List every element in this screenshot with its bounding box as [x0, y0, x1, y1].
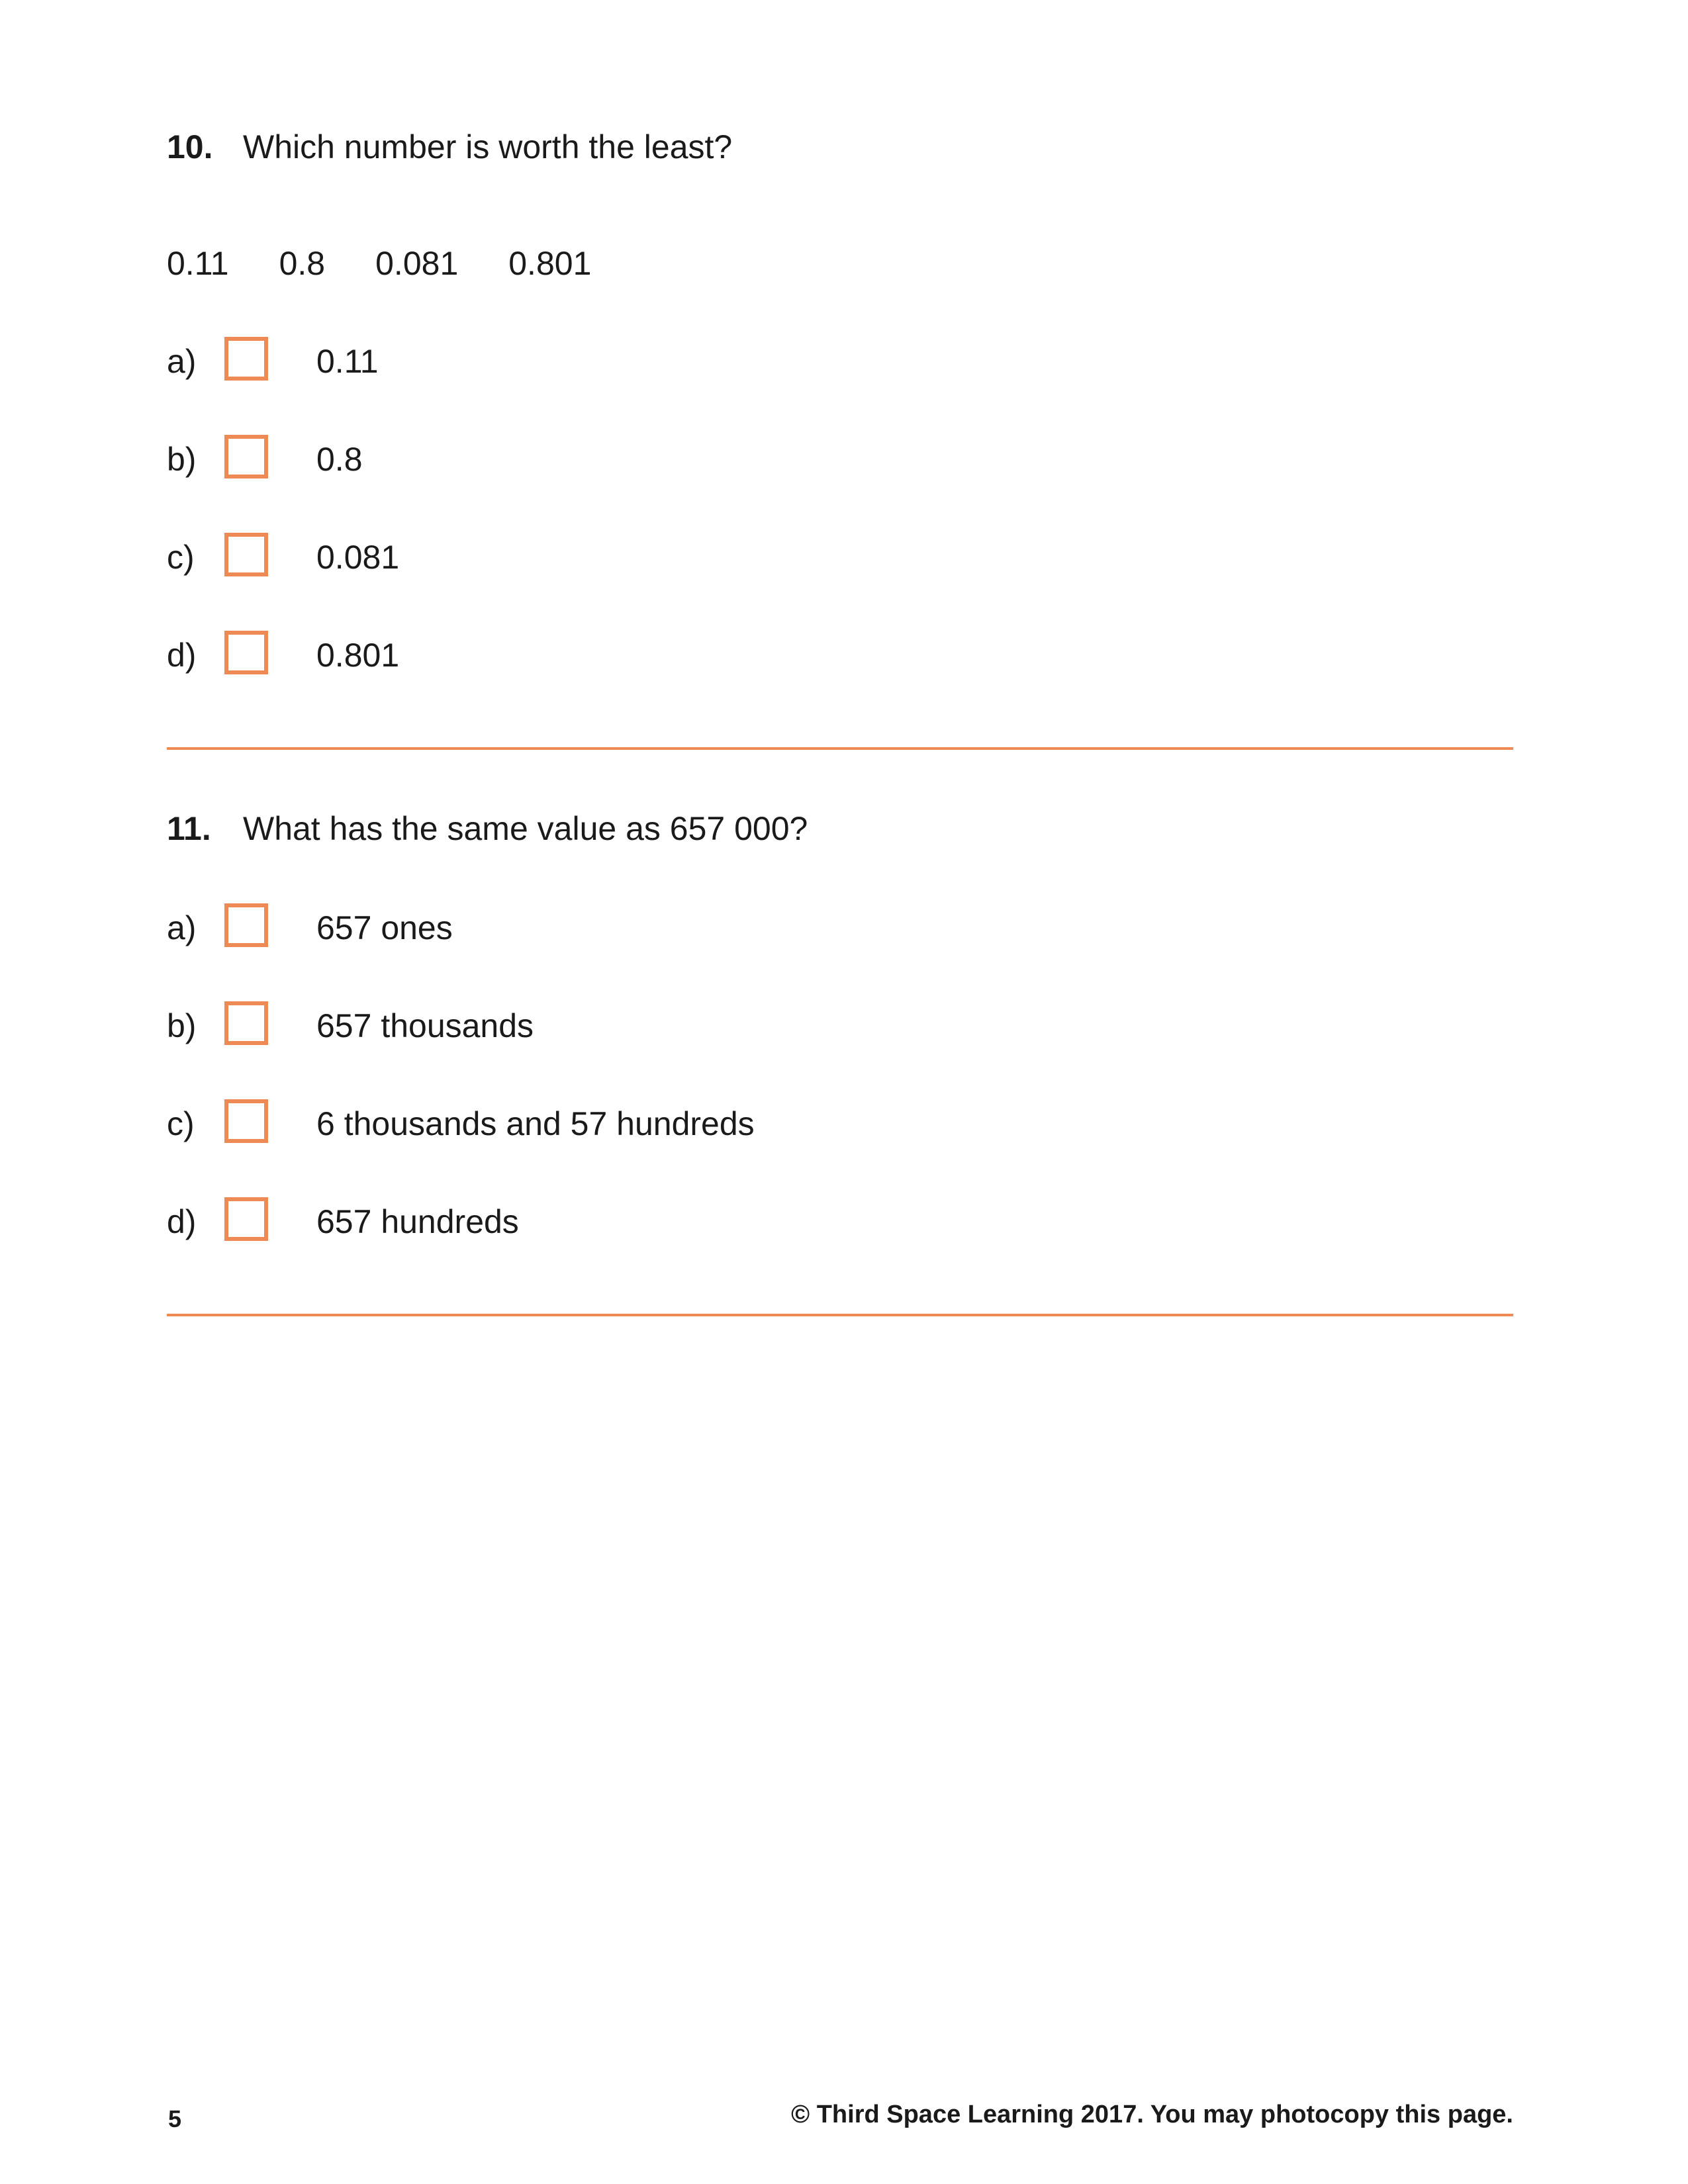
option-letter: d): [167, 1203, 197, 1240]
option-letter: a): [167, 343, 197, 380]
question-10-number: 10.: [167, 128, 213, 165]
number-item: 0.801: [508, 245, 592, 282]
q10-checkbox-c[interactable]: [224, 533, 268, 576]
number-item: 0.8: [279, 245, 326, 282]
q11-checkbox-b[interactable]: [224, 1001, 268, 1045]
option-letter: b): [167, 1007, 197, 1044]
section-divider: [167, 1314, 1513, 1316]
q10-checkbox-a[interactable]: [224, 337, 268, 381]
q10-option-d: [167, 629, 1358, 682]
copyright-notice: © Third Space Learning 2017. You may photocopy this page.: [791, 2101, 1513, 2128]
option-letter: c): [167, 1105, 195, 1142]
option-text: 657 hundreds: [316, 1203, 519, 1240]
q10-checkbox-d[interactable]: [224, 631, 268, 674]
question-11-text: What has the same value as 657 000?: [243, 810, 808, 847]
q11-checkbox-c[interactable]: [224, 1099, 268, 1143]
question-11-title: [167, 809, 808, 848]
q10-option-a: [167, 335, 1358, 388]
option-text: 657 thousands: [316, 1007, 534, 1044]
option-text: 0.801: [316, 637, 400, 674]
option-text: 0.8: [316, 441, 363, 478]
page-number: 5: [168, 2105, 182, 2132]
q10-checkbox-b[interactable]: [224, 435, 268, 478]
q11-option-d: [167, 1195, 1358, 1248]
q11-option-a: [167, 901, 1358, 954]
number-item: 0.081: [375, 245, 459, 282]
q11-option-b: [167, 999, 1358, 1052]
number-item: 0.11: [167, 245, 229, 282]
q11-checkbox-a[interactable]: [224, 903, 268, 947]
option-text: 6 thousands and 57 hundreds: [316, 1105, 755, 1142]
q10-option-c: [167, 531, 1358, 584]
question-11-number: 11.: [167, 810, 211, 847]
option-text: 657 ones: [316, 909, 453, 946]
q10-option-b: [167, 433, 1358, 486]
option-text: 0.11: [316, 343, 379, 380]
question-10-text: Which number is worth the least?: [243, 128, 733, 165]
question-10-number-list: [167, 244, 641, 283]
section-divider: [167, 747, 1513, 750]
option-letter: c): [167, 539, 195, 576]
q11-option-c: [167, 1097, 1358, 1150]
option-letter: a): [167, 909, 197, 946]
option-text: 0.081: [316, 539, 400, 576]
option-letter: d): [167, 637, 197, 674]
option-letter: b): [167, 441, 197, 478]
question-10-title: [167, 127, 732, 167]
q11-checkbox-d[interactable]: [224, 1197, 268, 1241]
